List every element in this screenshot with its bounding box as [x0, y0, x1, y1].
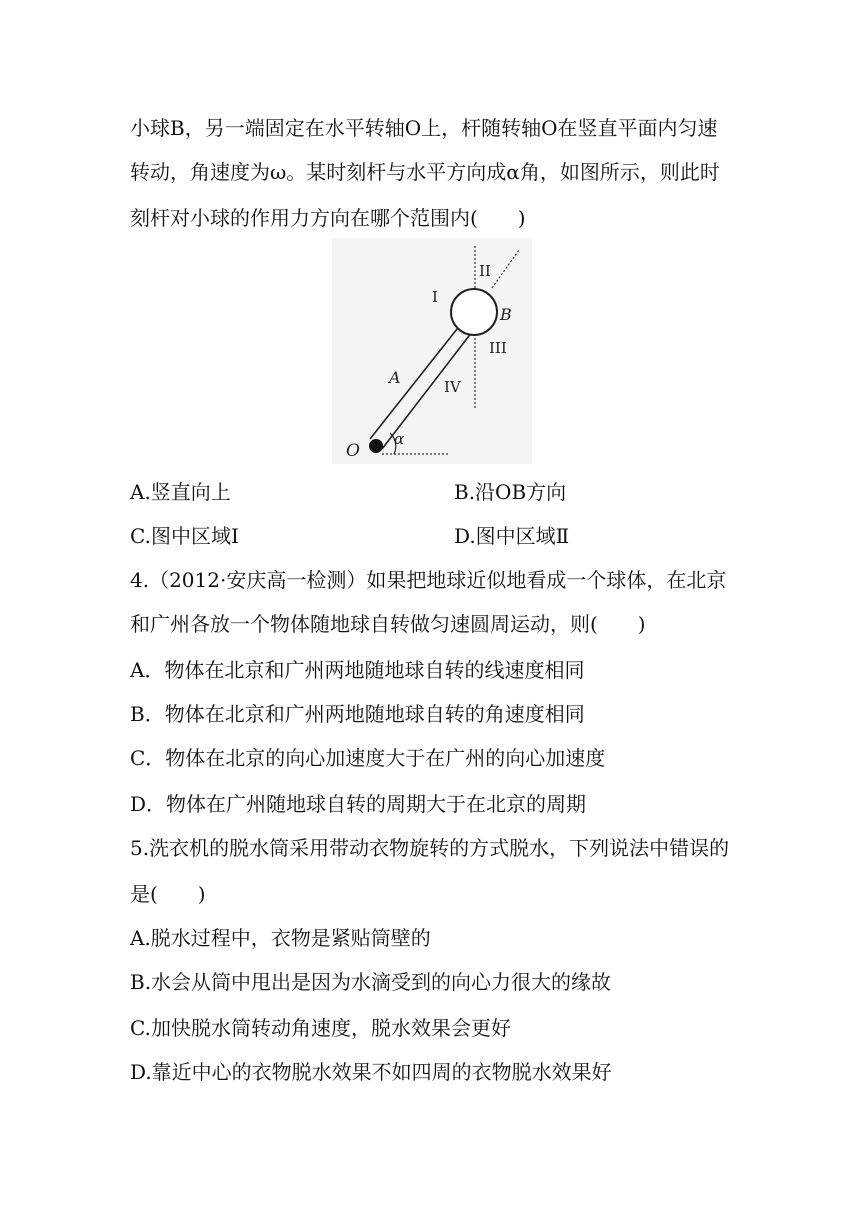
- label-a: A: [389, 368, 401, 387]
- pivot-o: [369, 439, 383, 453]
- label-b: B: [500, 305, 512, 324]
- q3-text-line-3: 刻杆对小球的作用力方向在哪个范围内( ): [130, 206, 526, 230]
- rod-ball-figure: [332, 238, 532, 464]
- q3-text-line-1: 小球B，另一端固定在水平转轴O上，杆随转轴O在竖直平面内匀速: [130, 116, 718, 140]
- q5-option-d: D.靠近中心的衣物脱水效果不如四周的衣物脱水效果好: [130, 1060, 612, 1084]
- q5-text-line-2: 是( ): [130, 882, 206, 906]
- ball-b: [451, 289, 497, 335]
- label-o: O: [346, 441, 360, 461]
- q4-option-c: C．物体在北京的向心加速度大于在广州的向心加速度: [130, 746, 606, 770]
- q4-text-line-1: 4.（2012·安庆高一检测）如果把地球近似地看成一个球体，在北京: [130, 568, 727, 592]
- q3-option-a: A.竖直向上: [130, 480, 231, 504]
- q5-text-line-1: 5.洗衣机的脱水筒采用带动衣物旋转的方式脱水，下列说法中错误的: [130, 836, 730, 860]
- q4-text-line-2: 和广州各放一个物体随地球自转做匀速圆周运动，则( ): [130, 612, 646, 636]
- q5-option-c: C.加快脱水筒转动角速度，脱水效果会更好: [130, 1016, 511, 1040]
- q4-option-b: B．物体在北京和广州两地随地球自转的角速度相同: [130, 702, 585, 726]
- q5-option-a: A.脱水过程中，衣物是紧贴筒壁的: [130, 926, 431, 950]
- q3-option-b: B.沿OB方向: [454, 480, 567, 504]
- q4-option-d: D．物体在广州随地球自转的周期大于在北京的周期: [130, 792, 587, 816]
- region-label-ii: II: [479, 262, 491, 280]
- region-label-iv: IV: [444, 378, 461, 396]
- q4-option-a: A．物体在北京和广州两地随地球自转的线速度相同: [130, 658, 585, 682]
- q5-option-b: B.水会从筒中甩出是因为水滴受到的向心力很大的缘故: [130, 970, 612, 994]
- q3-option-d: D.图中区域Ⅱ: [454, 524, 570, 548]
- q3-option-c: C.图中区域Ⅰ: [130, 524, 239, 548]
- label-alpha: α: [394, 430, 405, 448]
- region-label-i: I: [432, 288, 438, 306]
- region-label-iii: III: [489, 339, 507, 357]
- q3-text-line-2: 转动，角速度为ω。某时刻杆与水平方向成α角，如图所示，则此时: [130, 160, 720, 184]
